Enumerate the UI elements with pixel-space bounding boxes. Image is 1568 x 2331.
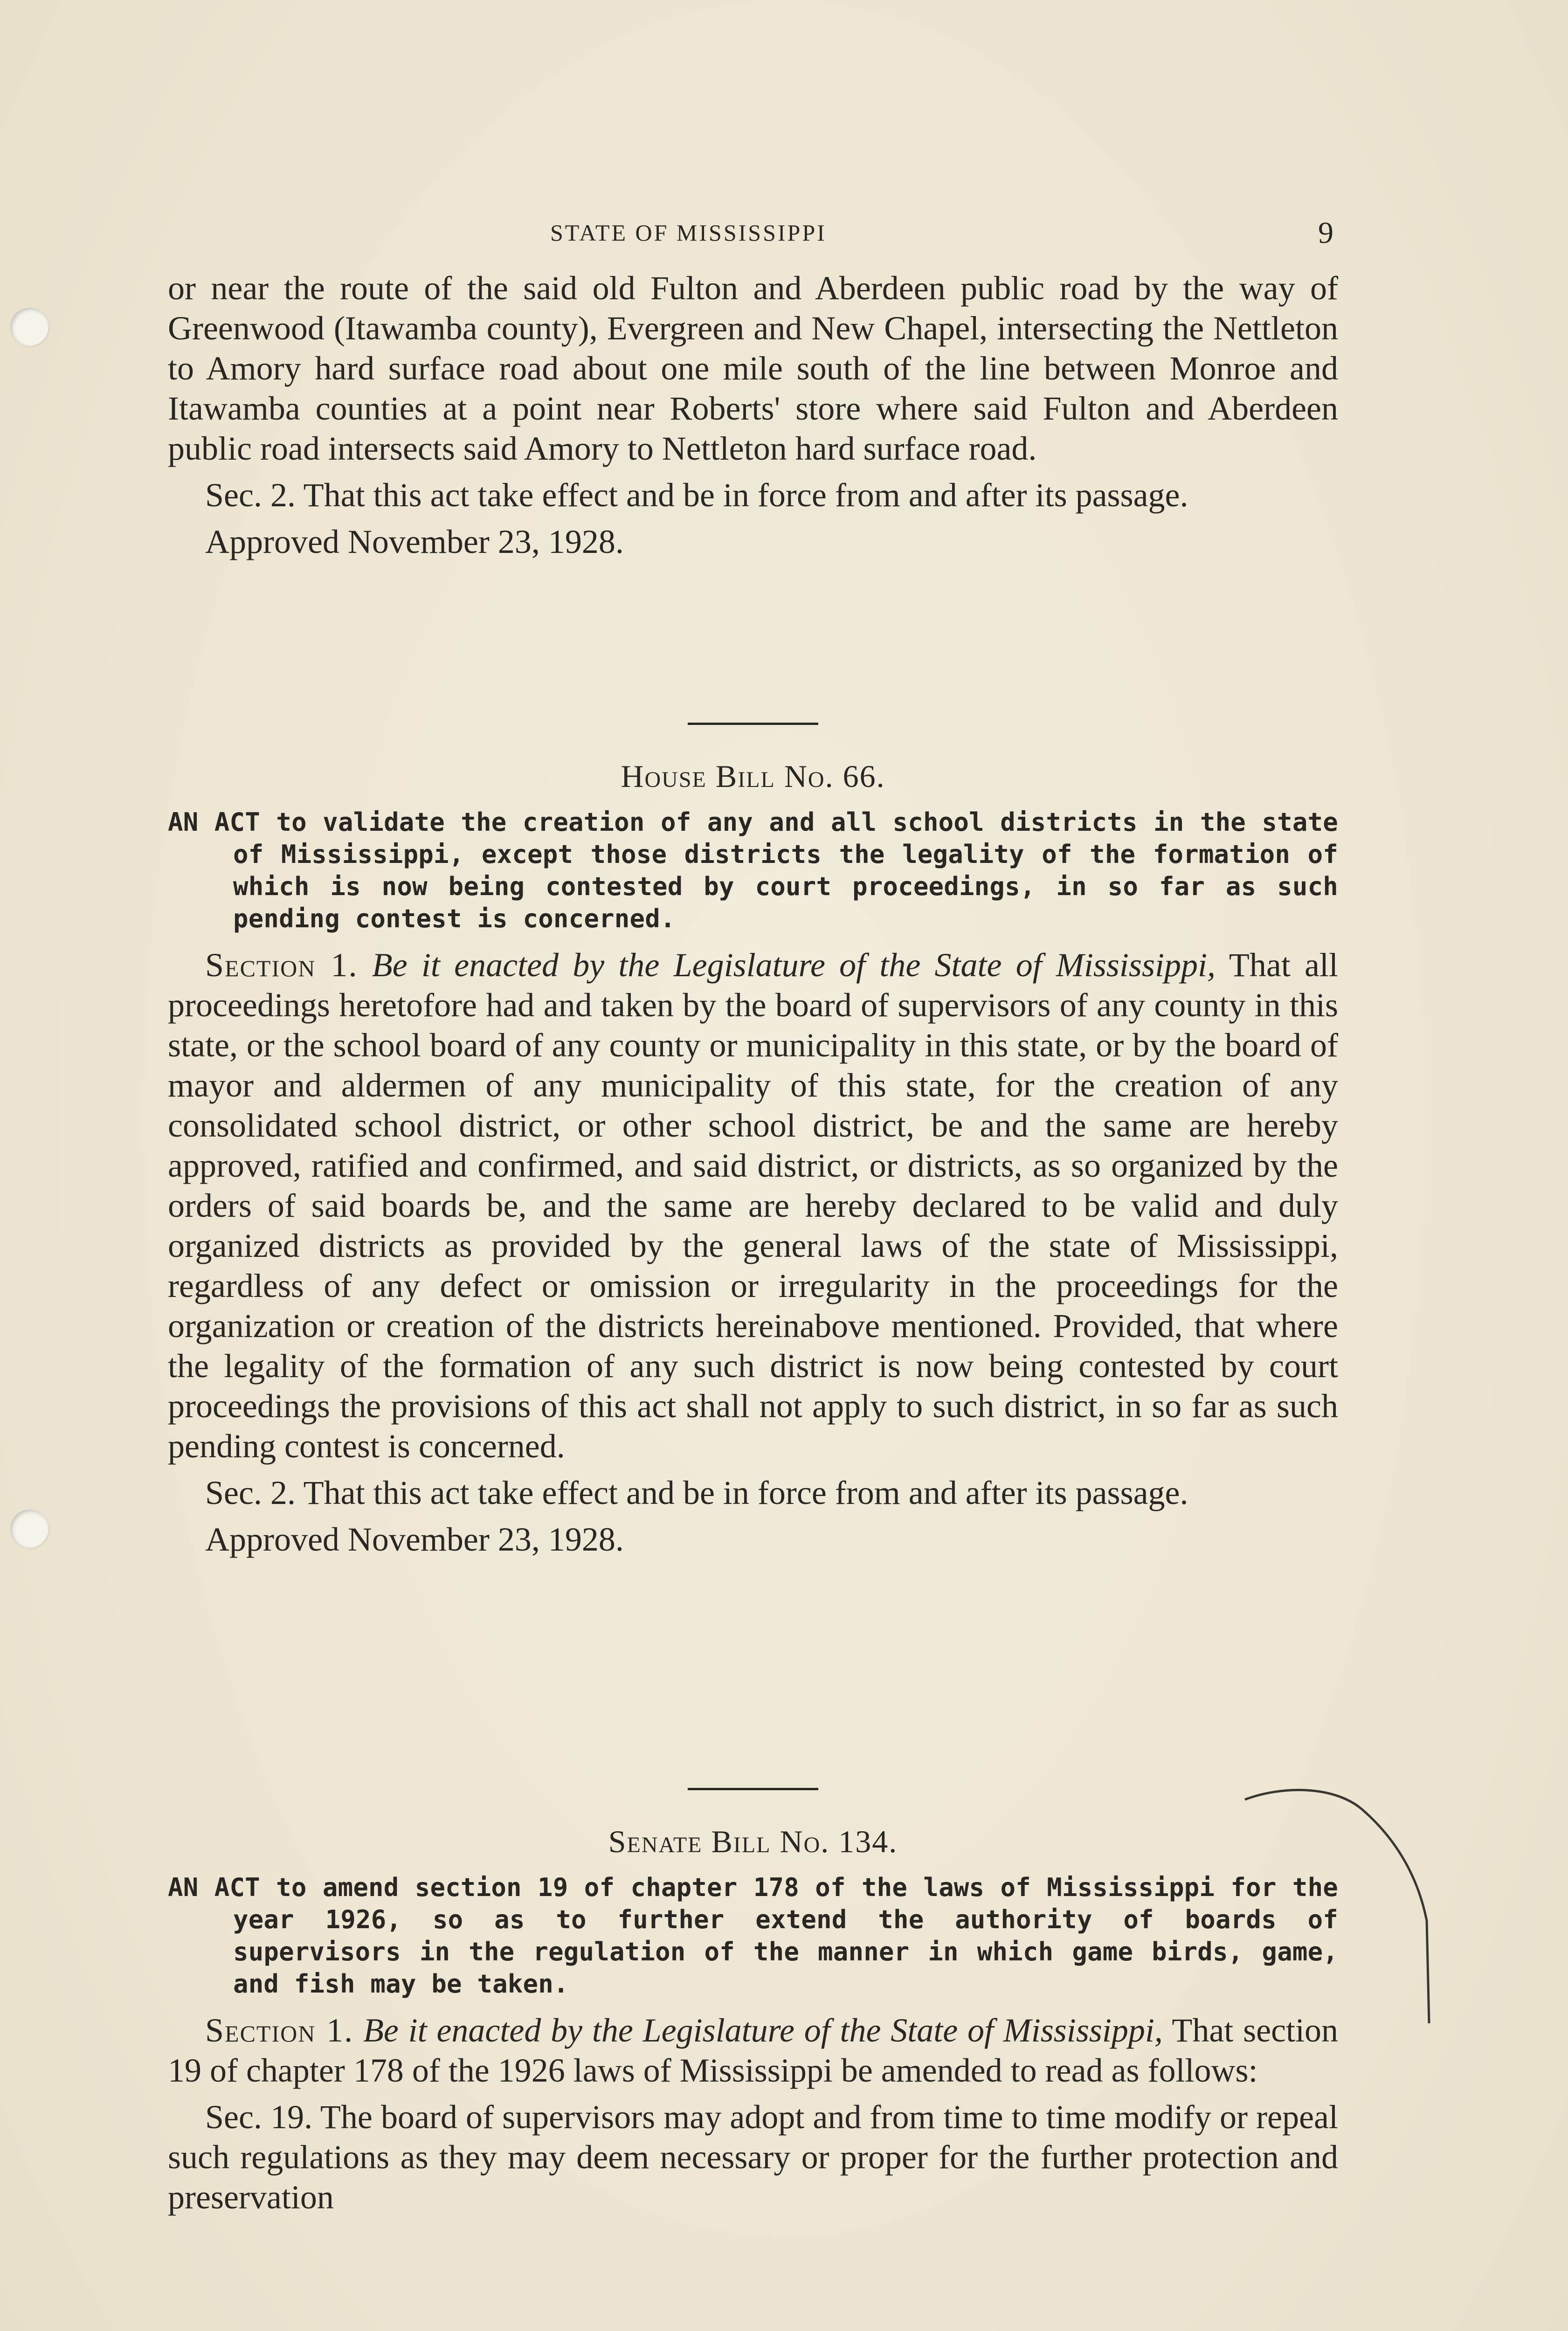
house-bill-section1 [168,945,1338,1466]
page-header [550,216,1333,252]
senate-bill-summary: AN ACT to amend section 19 of chapter 178 of the laws of Mississippi for the year 1926, so as to further extend the authority of boards of supervisors in the regulation of the manner in which game birds, game, and fish may be taken. [168,1873,1338,1999]
house-bill-block [168,723,1338,1559]
punch-hole [10,1510,48,1548]
continuation-block [168,268,1338,562]
house-bill-sec2: Sec. 2. That this act take effect and be in force from and after its passage. [205,1474,1188,1511]
enacting-clause: Be it enacted by the Legislature of the State of Mississippi, [372,946,1216,984]
continuation-approved: Approved November 23, 1928. [205,523,624,560]
running-title: STATE OF MISSISSIPPI [550,220,827,246]
senate-bill-title: Senate Bill No. 134. [608,1824,898,1859]
senate-bill-block [168,1788,1338,2217]
section1-text: That section 19 of chapter 178 of the 1926 laws of Mississippi be amended to read as follows: [168,2012,1339,2089]
section-label: Section 1. [205,946,358,984]
continuation-paragraph: or near the route of the said old Fulton and Aberdeen public road by the way of Greenwood (Itawamba county), Evergreen and New Chapel, intersecting the Nettleton to Amory hard surface road about one mile south of the line between Monroe and Itawamba counties at a point near Roberts' store where said Fulton and Aberdeen public road intersects said Amory to Nettleton hard surface road. [168,269,1338,467]
section-label: Section 1. [205,2012,354,2049]
section-divider [688,1788,818,1790]
house-bill-approved: Approved November 23, 1928. [205,1521,624,1558]
senate-bill-section1 [168,2010,1338,2090]
punch-hole [10,308,48,346]
section1-text: That all proceedings heretofore had and taken by the board of supervisors of any county in this state, or the school board of any county or municipality in this state, or by the board of mayor and aldermen of any municipality of this state, for the creation of any consolidated school district, or other school district, be and the same are hereby approved, ratified and confirmed, and said district, or districts, as so organized by the orders of said boards be, and the same are hereby declared to be valid and duly organized districts as provided by the general laws of the state of Mississippi, regardless of any defect or omission or irregularity in the proceedings for the organization or creation of the districts hereinabove mentioned. Provided, that where the legality of the formation of any such district is now being contested by court proceedings the provisions of this act shall not apply to such district, in so far as such pending contest is concerned. [168,946,1339,1465]
house-bill-summary: AN ACT to validate the creation of any and all school districts in the state of Mississippi, except those districts the legality of the formation of which is now being contested by court proceedings, in so far as such pending contest is concerned. [168,807,1338,933]
house-bill-title: House Bill No. 66. [621,759,885,794]
section-divider [688,723,818,725]
enacting-clause: Be it enacted by the Legislature of the State of Mississippi, [363,2012,1163,2049]
continuation-sec2: Sec. 2. That this act take effect and be in force from and after its passage. [205,476,1188,514]
page-number: 9 [1318,216,1333,250]
senate-bill-sec19: Sec. 19. The board of supervisors may adopt and from time to time modify or repeal such regulations as they may deem necessary or proper for the further protection and preservation [168,2098,1338,2216]
